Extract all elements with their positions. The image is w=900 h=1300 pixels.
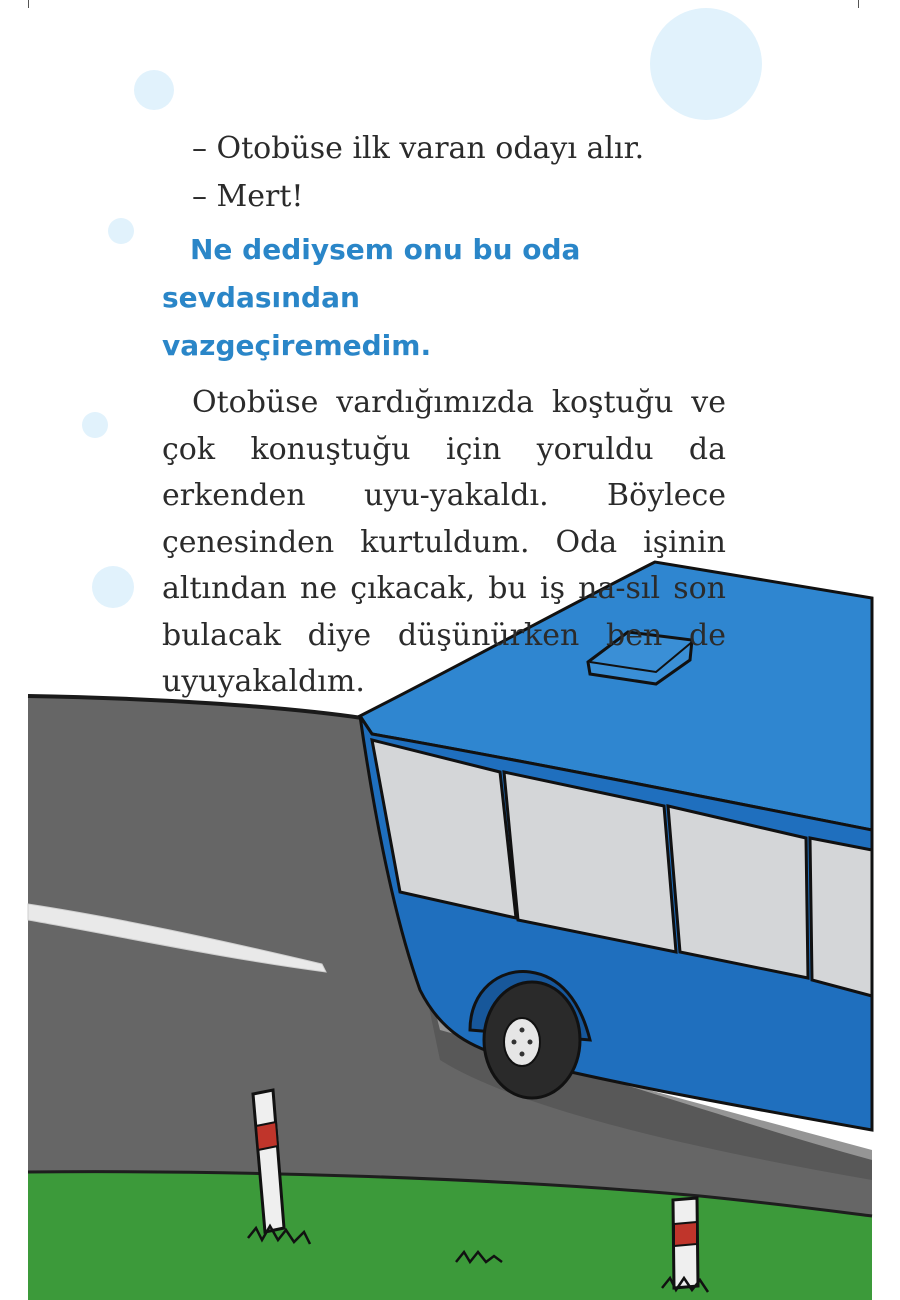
narration-line: Ne dediysem onu bu oda sevdasından (162, 233, 581, 314)
dialog-line: – Otobüse ilk varan odayı alır. (192, 131, 645, 166)
dialog-line: – Mert! (192, 179, 304, 214)
story-paragraph: Otobüse vardığımızda koştuğu ve çok konuştuğu için yoruldu da erkenden uyu-yakaldı. Böylece çenesinden kurtuldum. Oda işinin altından ne çıkacak, bu iş na-sıl son bulacak diye düşünürken ben de uyuyakaldım. (162, 385, 726, 699)
story-text (162, 126, 726, 706)
narration-line: vazgeçiremedim. (162, 329, 432, 362)
narration-highlight (162, 226, 726, 370)
bus-window (810, 838, 872, 996)
wheel-hub (504, 1018, 540, 1066)
